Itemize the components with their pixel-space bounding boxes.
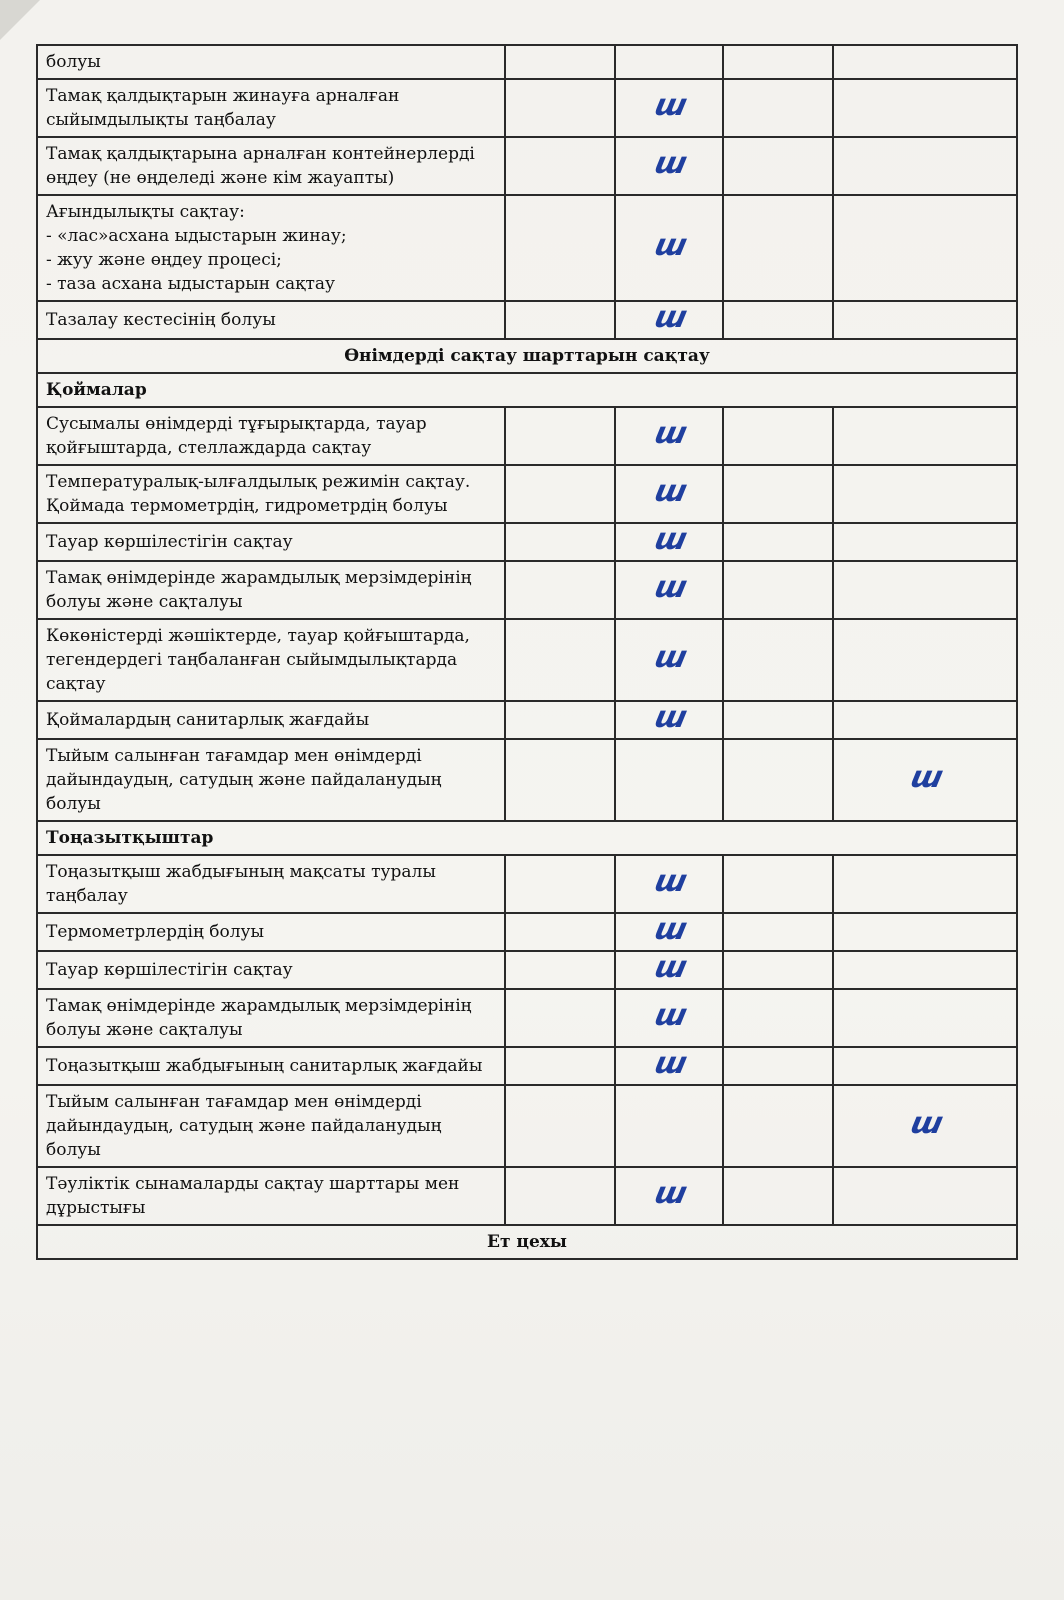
table-row: [37, 951, 1017, 989]
answer-cell: [833, 989, 1017, 1047]
handwritten-checkmark: ɯ: [651, 700, 687, 735]
answer-cell: [833, 951, 1017, 989]
answer-cell: [505, 407, 615, 465]
answer-cell: [615, 45, 723, 79]
answer-cell: [833, 855, 1017, 913]
answer-cell: [615, 465, 723, 523]
criterion-text: Тазалау кестесінің болуы: [37, 301, 505, 339]
criterion-text: Ағындылықты сақтау: - «лас»асхана ыдыстарын жинау; - жуу және өңдеу процесі; - таза асхана ыдыстарын сақтау: [37, 195, 505, 301]
answer-cell: [505, 739, 615, 821]
answer-cell: [723, 407, 833, 465]
criterion-text: Тоңазытқыш жабдығының санитарлық жағдайы: [37, 1047, 505, 1085]
answer-cell: [723, 137, 833, 195]
answer-cell: [505, 1085, 615, 1167]
criterion-text: Тамақ өнімдерінде жарамдылық мерзімдерінің болуы және сақталуы: [37, 989, 505, 1047]
handwritten-checkmark: ɯ: [651, 640, 687, 675]
criterion-text: Температуралық-ылғалдылық режимін сақтау. Қоймада термометрдің, гидрометрдің болуы: [37, 465, 505, 523]
answer-cell: [833, 1167, 1017, 1225]
answer-cell: [833, 913, 1017, 951]
table-row: [37, 407, 1017, 465]
answer-cell: [615, 739, 723, 821]
answer-cell: [723, 1047, 833, 1085]
table-row: [37, 195, 1017, 301]
answer-cell: [615, 407, 723, 465]
handwritten-checkmark: ɯ: [651, 912, 687, 947]
answer-cell: [723, 913, 833, 951]
criterion-text: Көкөністерді жәшіктерде, тауар қойғыштарда, тегендердегі таңбаланған сыйымдылықтарда сақтау: [37, 619, 505, 701]
criterion-text: Тауар көршілестігін сақтау: [37, 523, 505, 561]
answer-cell: [723, 739, 833, 821]
handwritten-checkmark: ɯ: [651, 88, 687, 123]
answer-cell: [723, 855, 833, 913]
answer-cell: [723, 1167, 833, 1225]
table-row: [37, 1167, 1017, 1225]
handwritten-checkmark: ɯ: [651, 416, 687, 451]
table-row: [37, 855, 1017, 913]
answer-cell: [505, 989, 615, 1047]
answer-cell: [505, 855, 615, 913]
criterion-text: болуы: [37, 45, 505, 79]
criterion-text: Тауар көршілестігін сақтау: [37, 951, 505, 989]
criterion-text: Тыйым салынған тағамдар мен өнімдерді дайындаудың, сатудың және пайдаланудың болуы: [37, 1085, 505, 1167]
table-row: [37, 137, 1017, 195]
section-header-row: [37, 1225, 1017, 1259]
answer-cell: [505, 137, 615, 195]
handwritten-checkmark: ɯ: [651, 864, 687, 899]
answer-cell: [615, 301, 723, 339]
answer-cell: [833, 301, 1017, 339]
answer-cell: [505, 913, 615, 951]
answer-cell: [615, 1085, 723, 1167]
answer-cell: [833, 45, 1017, 79]
criterion-text: Сусымалы өнімдерді тұғырықтарда, тауар қойғыштарда, стеллаждарда сақтау: [37, 407, 505, 465]
answer-cell: [505, 951, 615, 989]
answer-cell: [723, 195, 833, 301]
table-row: [37, 523, 1017, 561]
answer-cell: [505, 1047, 615, 1085]
answer-cell: [723, 45, 833, 79]
handwritten-checkmark: ɯ: [651, 998, 687, 1033]
answer-cell: [833, 407, 1017, 465]
answer-cell: [615, 137, 723, 195]
answer-cell: [615, 701, 723, 739]
checklist-body: [37, 45, 1017, 1259]
answer-cell: [833, 701, 1017, 739]
inspection-checklist-table: [36, 44, 1018, 1260]
criterion-text: Тоңазытқыш жабдығының мақсаты туралы таңбалау: [37, 855, 505, 913]
answer-cell: [615, 989, 723, 1047]
answer-cell: [615, 951, 723, 989]
answer-cell: [723, 951, 833, 989]
table-row: [37, 1085, 1017, 1167]
handwritten-checkmark: ɯ: [907, 1106, 943, 1141]
criterion-text: Тамақ қалдықтарына арналған контейнерлерді өңдеу (не өңделеді және кім жауапты): [37, 137, 505, 195]
table-row: [37, 701, 1017, 739]
answer-cell: [723, 561, 833, 619]
table-row: [37, 989, 1017, 1047]
handwritten-checkmark: ɯ: [651, 228, 687, 263]
group-header-row: [37, 821, 1017, 855]
answer-cell: [615, 913, 723, 951]
criterion-text: Қоймалардың санитарлық жағдайы: [37, 701, 505, 739]
answer-cell: [615, 619, 723, 701]
handwritten-checkmark: ɯ: [651, 1046, 687, 1081]
answer-cell: [833, 739, 1017, 821]
answer-cell: [723, 1085, 833, 1167]
table-row: [37, 465, 1017, 523]
answer-cell: [833, 619, 1017, 701]
answer-cell: [833, 1047, 1017, 1085]
table-row: [37, 79, 1017, 137]
answer-cell: [723, 465, 833, 523]
handwritten-checkmark: ɯ: [651, 570, 687, 605]
handwritten-checkmark: ɯ: [651, 474, 687, 509]
answer-cell: [615, 195, 723, 301]
answer-cell: [505, 1167, 615, 1225]
answer-cell: [615, 79, 723, 137]
answer-cell: [615, 1167, 723, 1225]
answer-cell: [833, 137, 1017, 195]
criterion-text: Тыйым салынған тағамдар мен өнімдерді дайындаудың, сатудың және пайдаланудың болуы: [37, 739, 505, 821]
group-title: Қоймалар: [37, 373, 1017, 407]
handwritten-checkmark: ɯ: [651, 522, 687, 557]
section-title: Ет цехы: [37, 1225, 1017, 1259]
handwritten-checkmark: ɯ: [651, 950, 687, 985]
answer-cell: [723, 989, 833, 1047]
answer-cell: [833, 79, 1017, 137]
table-row: [37, 619, 1017, 701]
answer-cell: [833, 1085, 1017, 1167]
answer-cell: [505, 561, 615, 619]
answer-cell: [505, 465, 615, 523]
answer-cell: [833, 523, 1017, 561]
answer-cell: [505, 195, 615, 301]
handwritten-checkmark: ɯ: [907, 760, 943, 795]
answer-cell: [505, 523, 615, 561]
section-header-row: [37, 339, 1017, 373]
table-row: [37, 739, 1017, 821]
table-row: [37, 913, 1017, 951]
group-title: Тоңазытқыштар: [37, 821, 1017, 855]
handwritten-checkmark: ɯ: [651, 1176, 687, 1211]
answer-cell: [833, 195, 1017, 301]
criterion-text: Тамақ қалдықтарын жинауға арналған сыйымдылықты таңбалау: [37, 79, 505, 137]
section-title: Өнімдерді сақтау шарттарын сақтау: [37, 339, 1017, 373]
answer-cell: [615, 855, 723, 913]
criterion-text: Тамақ өнімдерінде жарамдылық мерзімдерінің болуы және сақталуы: [37, 561, 505, 619]
criterion-text: Тәуліктік сынамаларды сақтау шарттары мен дұрыстығы: [37, 1167, 505, 1225]
page-corner: [0, 0, 40, 40]
answer-cell: [505, 45, 615, 79]
group-header-row: [37, 373, 1017, 407]
table-row: [37, 1047, 1017, 1085]
answer-cell: [723, 523, 833, 561]
answer-cell: [505, 619, 615, 701]
answer-cell: [723, 619, 833, 701]
answer-cell: [833, 561, 1017, 619]
answer-cell: [505, 701, 615, 739]
answer-cell: [723, 79, 833, 137]
answer-cell: [723, 701, 833, 739]
handwritten-checkmark: ɯ: [651, 146, 687, 181]
table-row: [37, 561, 1017, 619]
answer-cell: [505, 79, 615, 137]
answer-cell: [833, 465, 1017, 523]
table-row: [37, 45, 1017, 79]
criterion-text: Термометрлердің болуы: [37, 913, 505, 951]
answer-cell: [505, 301, 615, 339]
answer-cell: [615, 561, 723, 619]
answer-cell: [615, 523, 723, 561]
answer-cell: [723, 301, 833, 339]
table-row: [37, 301, 1017, 339]
answer-cell: [615, 1047, 723, 1085]
handwritten-checkmark: ɯ: [651, 300, 687, 335]
